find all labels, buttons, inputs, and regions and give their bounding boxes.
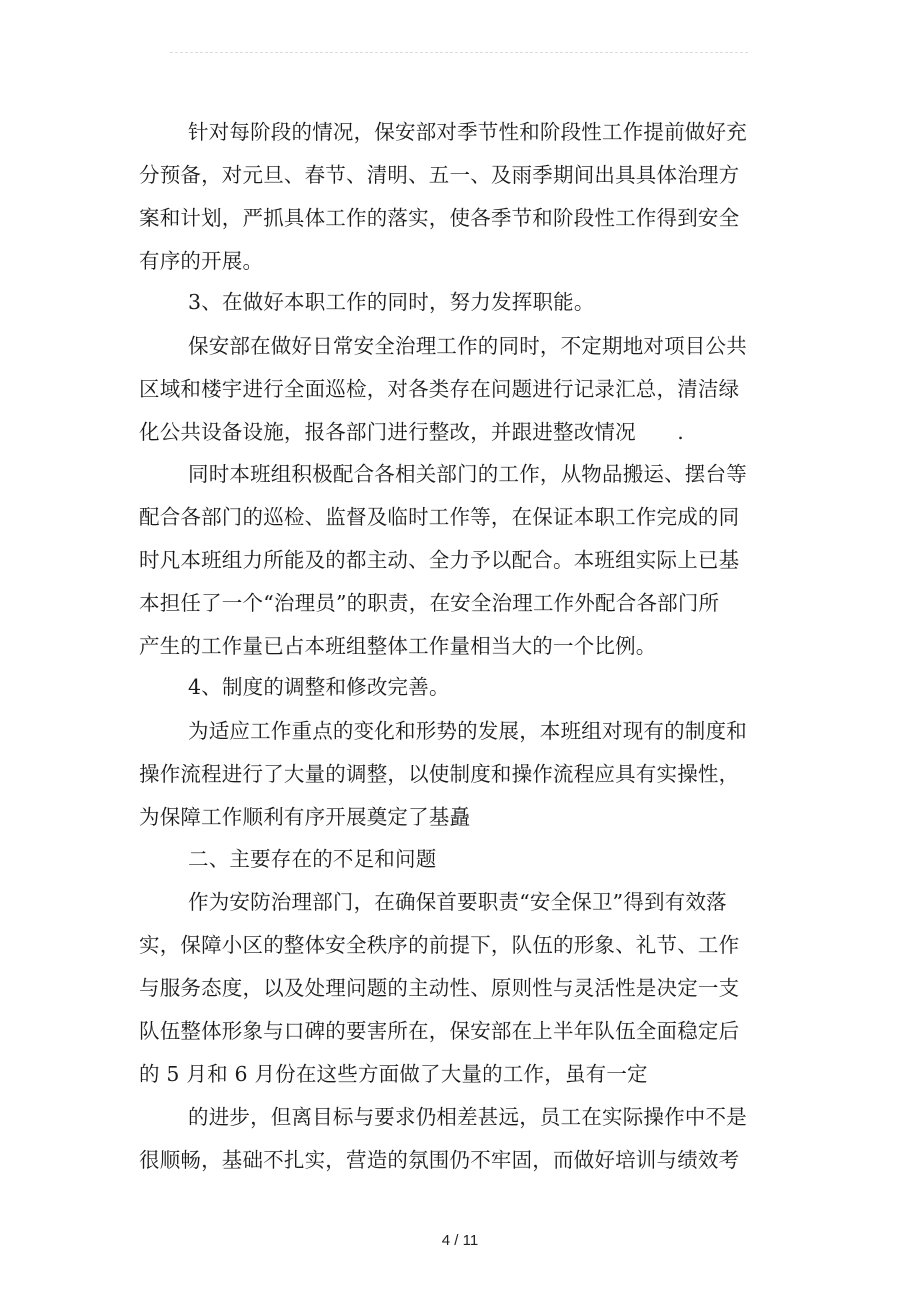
text-line: 操作流程进行了大量的调整，以使制度和操作流程应具有实操性，: [139, 762, 740, 786]
text-line: 配合各部门的巡检、监督及临时工作等，在保证本职工作完成的同: [139, 505, 740, 529]
text-line: 有序的开展。: [139, 249, 264, 273]
text-line: 3、在做好本职工作的同时，努力发挥职能。: [188, 290, 595, 314]
text-line: 4、制度的调整和修改完善。: [188, 675, 450, 699]
text-line: 为保障工作顺利有序开展奠定了基矗: [139, 805, 471, 829]
text-line: 作为安防治理部门，在确保首要职责“安全保卫”得到有效落: [188, 890, 727, 914]
text-line: 队伍整体形象与口碑的要害所在，保安部在上半年队伍全面稳定后: [139, 1019, 740, 1043]
section-heading: 二、主要存在的不足和问题: [188, 847, 437, 871]
text-line: 分预备，对元旦、春节、清明、五一、及雨季期间出具具体治理方: [139, 163, 740, 187]
text-line: 针对每阶段的情况，保安部对季节性和阶段性工作提前做好充: [188, 120, 747, 144]
text-line: 案和计划，严抓具体工作的落实，使各季节和阶段性工作得到安全: [139, 206, 740, 230]
text-line: 同时本班组积极配合各相关部门的工作，从物品搬运、摆台等: [188, 462, 747, 486]
text-line: 时凡本班组力所能及的都主动、全力予以配合。本班组实际上已基: [139, 548, 740, 572]
text-line: 很顺畅，基础不扎实，营造的氛围仍不牢固，而做好培训与绩效考: [139, 1148, 740, 1172]
text-line: 与服务态度，以及处理问题的主动性、原则性与灵活性是决定一支: [139, 976, 740, 1000]
text-line: 实，保障小区的整体安全秩序的前提下，队伍的形象、礼节、工作: [139, 933, 740, 957]
header-rule: [170, 52, 748, 53]
text-line: 的进步，但离目标与要求仍相差甚远，员工在实际操作中不是: [188, 1105, 747, 1129]
text-line: 为适应工作重点的变化和形势的发展，本班组对现有的制度和: [188, 719, 747, 743]
text-line: 的 5 月和 6 月份在这些方面做了大量的工作，虽有一定: [139, 1062, 648, 1086]
text-line: 区域和楼宇进行全面巡检，对各类存在问题进行记录汇总，清洁绿: [139, 377, 740, 401]
text-line: 本担任了一个“治理员”的职责，在安全治理工作外配合各部门所: [139, 591, 720, 615]
page-number: 4 / 11: [441, 1232, 479, 1249]
text-line: 产生的工作量已占本班组整体工作量相当大的一个比例。: [139, 634, 657, 658]
text-line: 化公共设备设施，报各部门进行整改，并跟进整改情况 .: [139, 420, 684, 444]
text-line: 保安部在做好日常安全治理工作的同时，不定期地对项目公共: [188, 334, 747, 358]
